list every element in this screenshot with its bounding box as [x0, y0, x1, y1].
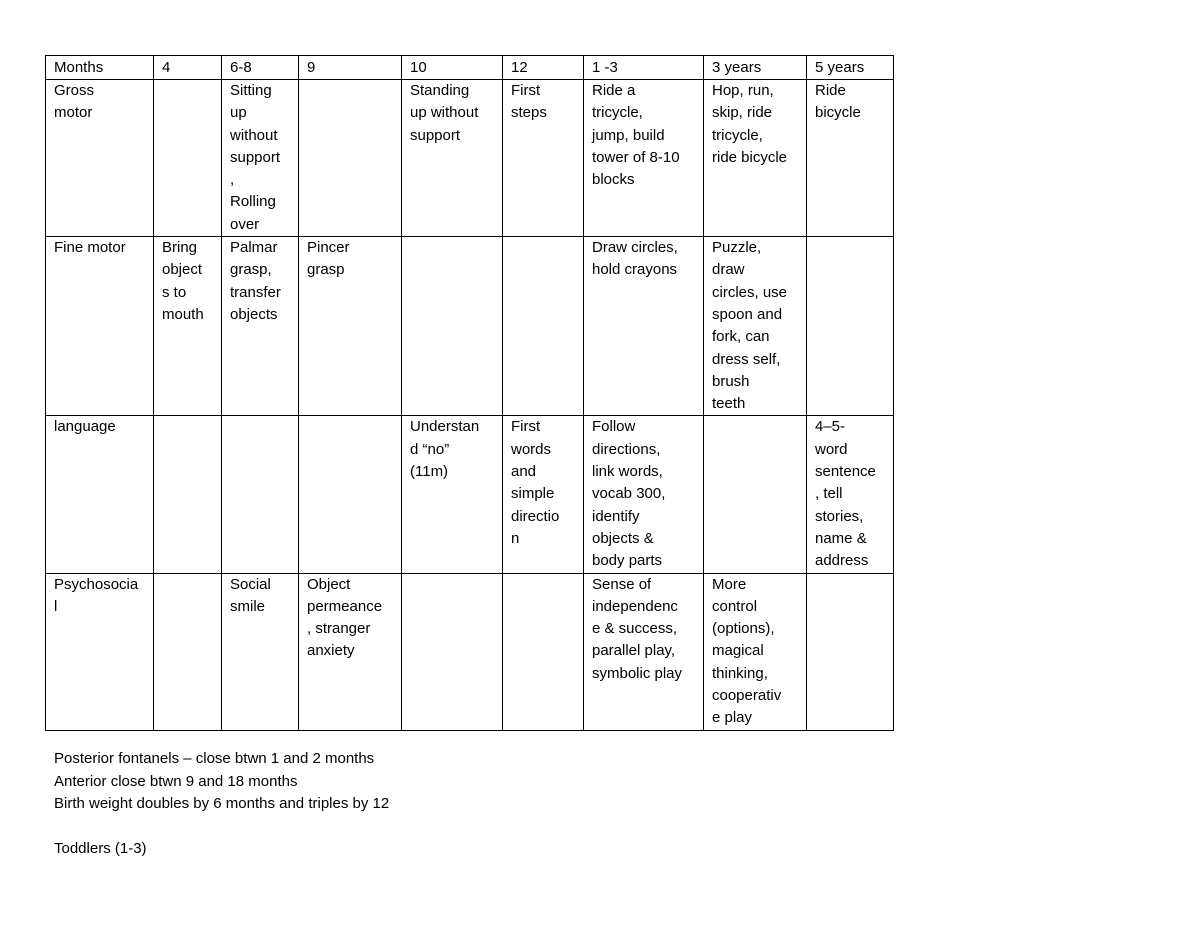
table-cell — [299, 416, 402, 573]
header-cell-12: 12 — [503, 56, 584, 80]
table-cell: 4–5- word sentence , tell stories, name & address — [807, 416, 894, 573]
table-cell — [807, 237, 894, 416]
table-cell — [503, 573, 584, 730]
table-cell — [402, 237, 503, 416]
table-cell — [704, 416, 807, 573]
table-cell: Bring object s to mouth — [154, 237, 222, 416]
table-cell: Follow directions, link words, vocab 300, identify objects & body parts — [584, 416, 704, 573]
row-label-fine-motor: Fine motor — [46, 237, 154, 416]
table-cell: Pincer grasp — [299, 237, 402, 416]
table-cell — [299, 80, 402, 237]
table-cell — [807, 573, 894, 730]
row-label-gross-motor: Gross motor — [46, 80, 154, 237]
header-cell-4: 4 — [154, 56, 222, 80]
table-cell — [503, 237, 584, 416]
table-cell: Ride bicycle — [807, 80, 894, 237]
table-cell: Draw circles, hold crayons — [584, 237, 704, 416]
table-cell: Object permeance , stranger anxiety — [299, 573, 402, 730]
table-cell: Palmar grasp, transfer objects — [222, 237, 299, 416]
table-cell: Understan d “no” (11m) — [402, 416, 503, 573]
table-row-psychosocial — [46, 573, 894, 730]
header-cell-months: Months — [46, 56, 154, 80]
note-birth-weight: Birth weight doubles by 6 months and triples by 12 — [54, 795, 390, 812]
table-cell — [222, 416, 299, 573]
table-cell — [402, 573, 503, 730]
row-label-language: language — [46, 416, 154, 573]
milestones-table — [45, 55, 894, 731]
table-cell: Ride a tricycle, jump, build tower of 8-10 blocks — [584, 80, 704, 237]
table-cell: Hop, run, skip, ride tricycle, ride bicycle — [704, 80, 807, 237]
table-header-row — [46, 56, 894, 80]
header-cell-1-3: 1 -3 — [584, 56, 704, 80]
header-cell-9: 9 — [299, 56, 402, 80]
table-row-language — [46, 416, 894, 573]
note-posterior-fontanels: Posterior fontanels – close btwn 1 and 2 months — [54, 750, 375, 767]
table-cell: Puzzle, draw circles, use spoon and fork, can dress self, brush teeth — [704, 237, 807, 416]
table-cell — [154, 573, 222, 730]
note-toddlers: Toddlers (1-3) — [54, 840, 147, 857]
header-cell-5-years: 5 years — [807, 56, 894, 80]
notes-spacer — [54, 816, 389, 839]
table-cell: First words and simple directio n — [503, 416, 584, 573]
table-cell: Sitting up without support , Rolling over — [222, 80, 299, 237]
table-cell — [154, 416, 222, 573]
note-anterior-fontanels: Anterior close btwn 9 and 18 months — [54, 772, 298, 790]
notes-section — [54, 748, 389, 861]
header-cell-3-years: 3 years — [704, 56, 807, 80]
table-cell: Social smile — [222, 573, 299, 730]
row-label-psychosocial: Psychosocia l — [46, 573, 154, 730]
table-cell: First steps — [503, 80, 584, 237]
table-row-fine-motor — [46, 237, 894, 416]
table-cell: Sense of independenc e & success, parallel play, symbolic play — [584, 573, 704, 730]
table-cell: More control (options), magical thinking, cooperativ e play — [704, 573, 807, 730]
table-cell: Standing up without support — [402, 80, 503, 237]
table-cell — [154, 80, 222, 237]
header-cell-6-8: 6-8 — [222, 56, 299, 80]
header-cell-10: 10 — [402, 56, 503, 80]
table-row-gross-motor — [46, 80, 894, 237]
